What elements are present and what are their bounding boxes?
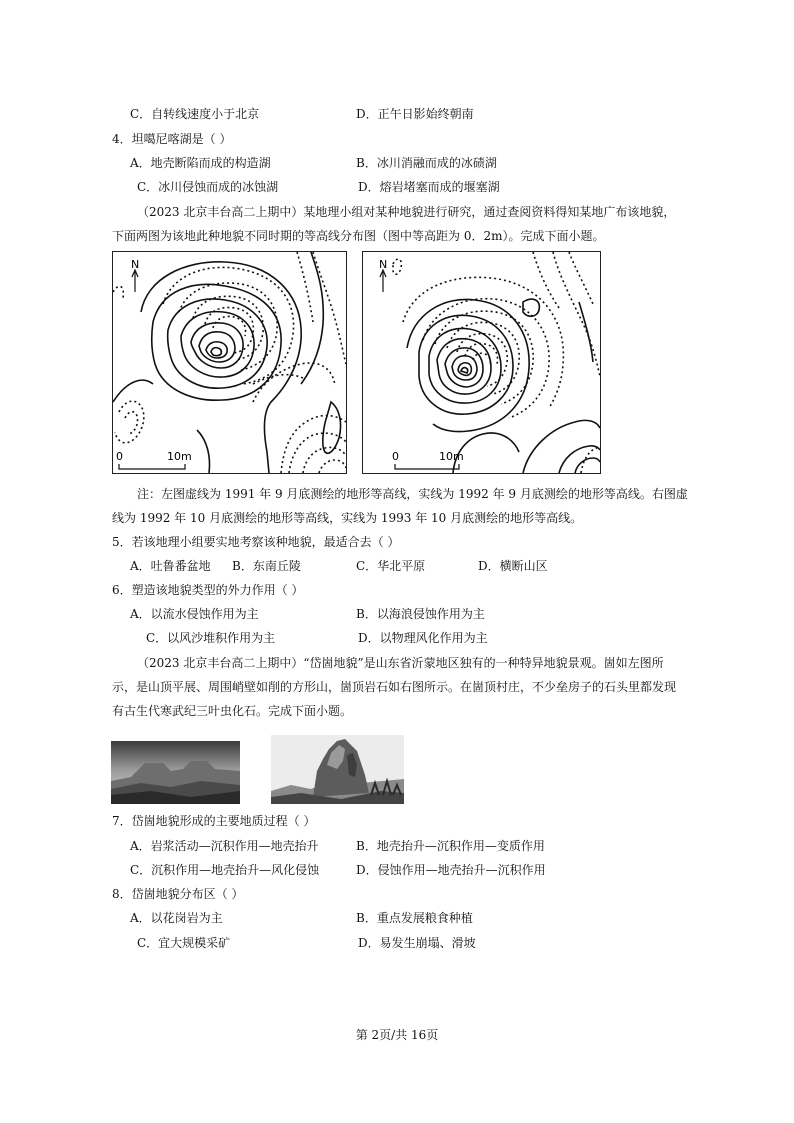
q5-option-d: D．横断山区: [478, 559, 548, 573]
contour-map-left: [112, 251, 347, 474]
note-line2: 线为 1992 年 10 月底测绘的地形等高线，实线为 1993 年 10 月底测绘的地形等高线。: [112, 511, 583, 525]
q7-option-b: B．地壳抬升—沉积作用—变质作用: [356, 839, 545, 853]
scale-bar-left: [119, 464, 185, 469]
passage2-line2: 示，是山顶平展、周围峭壁如削的方形山，崮顶岩石如右图所示。在崮顶村庄，不少垒房子的石头里都发现: [112, 680, 677, 694]
q4-option-d: D．熔岩堵塞而成的堰塞湖: [358, 180, 500, 194]
q7-option-c: C．沉积作用—地壳抬升—风化侵蚀: [130, 863, 320, 877]
north-label-right: N: [379, 258, 388, 271]
q8-option-c: C．宜大规模采矿: [137, 936, 231, 950]
contour-map-right-graphic: [363, 252, 600, 473]
passage2-line3: 有古生代寒武纪三叶虫化石。完成下面小题。: [112, 704, 353, 718]
photo-daigu-rock: [271, 735, 404, 804]
q5-stem: 5．若该地理小组要实地考察该种地貌，最适合去（ ）: [112, 535, 400, 549]
contour-map-right: [362, 251, 601, 474]
scale-bar-right: [395, 464, 459, 469]
q6-option-a: A．以流水侵蚀作用为主: [130, 607, 259, 621]
q8-option-d: D．易发生崩塌、滑坡: [358, 936, 476, 950]
passage1-line2: 下面两图为该地此种地貌不同时期的等高线分布图（图中等高距为 0．2m）。完成下面小题。: [112, 229, 605, 243]
contour-map-left-graphic: [113, 252, 346, 473]
q7-option-a: A．岩浆活动—沉积作用—地壳抬升: [130, 839, 319, 853]
q7-stem: 7．岱崮地貌形成的主要地质过程（ ）: [112, 814, 316, 828]
scale-zero-left: 0: [116, 450, 123, 463]
scale-zero-right: 0: [392, 450, 399, 463]
q5-option-b: B．东南丘陵: [232, 559, 301, 573]
q4-option-b: B．冰川消融而成的冰碛湖: [356, 156, 497, 170]
q4-option-c: C．冰川侵蚀而成的冰蚀湖: [137, 180, 279, 194]
note-line1: 注：左图虚线为 1991 年 9 月底测绘的地形等高线，实线为 1992 年 9 月底测绘的地形等高线。右图虚: [137, 487, 688, 501]
q5-option-c: C．华北平原: [356, 559, 426, 573]
q6-option-b: B．以海浪侵蚀作用为主: [356, 607, 485, 621]
q7-option-d: D．侵蚀作用—地壳抬升—沉积作用: [356, 863, 546, 877]
q3-option-c: C．自转线速度小于北京: [130, 107, 260, 121]
passage1-line1: （2023 北京丰台高二上期中）某地理小组对某种地貌进行研究，通过查阅资料得知某地广布该地貌，: [137, 205, 676, 219]
q3-option-d: D．正午日影始终朝南: [356, 107, 474, 121]
q6-stem: 6．塑造该地貌类型的外力作用（ ）: [112, 583, 304, 597]
north-label-left: N: [131, 258, 140, 271]
q4-option-a: A．地壳断陷而成的构造湖: [130, 156, 271, 170]
q4-stem: 4．坦噶尼喀湖是（ ）: [112, 132, 232, 146]
page-footer: 第 2页/共 16页: [355, 1028, 439, 1042]
q8-option-b: B．重点发展粮食种植: [356, 911, 473, 925]
scale-length-left: 10m: [167, 450, 192, 463]
passage2-line1: （2023 北京丰台高二上期中）“岱崮地貌”是山东省沂蒙地区独有的一种特异地貌景观。崮如左图所: [137, 656, 664, 670]
q6-option-c: C．以风沙堆积作用为主: [146, 631, 276, 645]
q8-stem: 8．岱崮地貌分布区（ ）: [112, 887, 244, 901]
photo-daigu-landscape: [111, 741, 240, 804]
scale-length-right: 10m: [439, 450, 464, 463]
q6-option-d: D．以物理风化作用为主: [358, 631, 488, 645]
q5-option-a: A．吐鲁番盆地: [130, 559, 211, 573]
q8-option-a: A．以花岗岩为主: [130, 911, 223, 925]
